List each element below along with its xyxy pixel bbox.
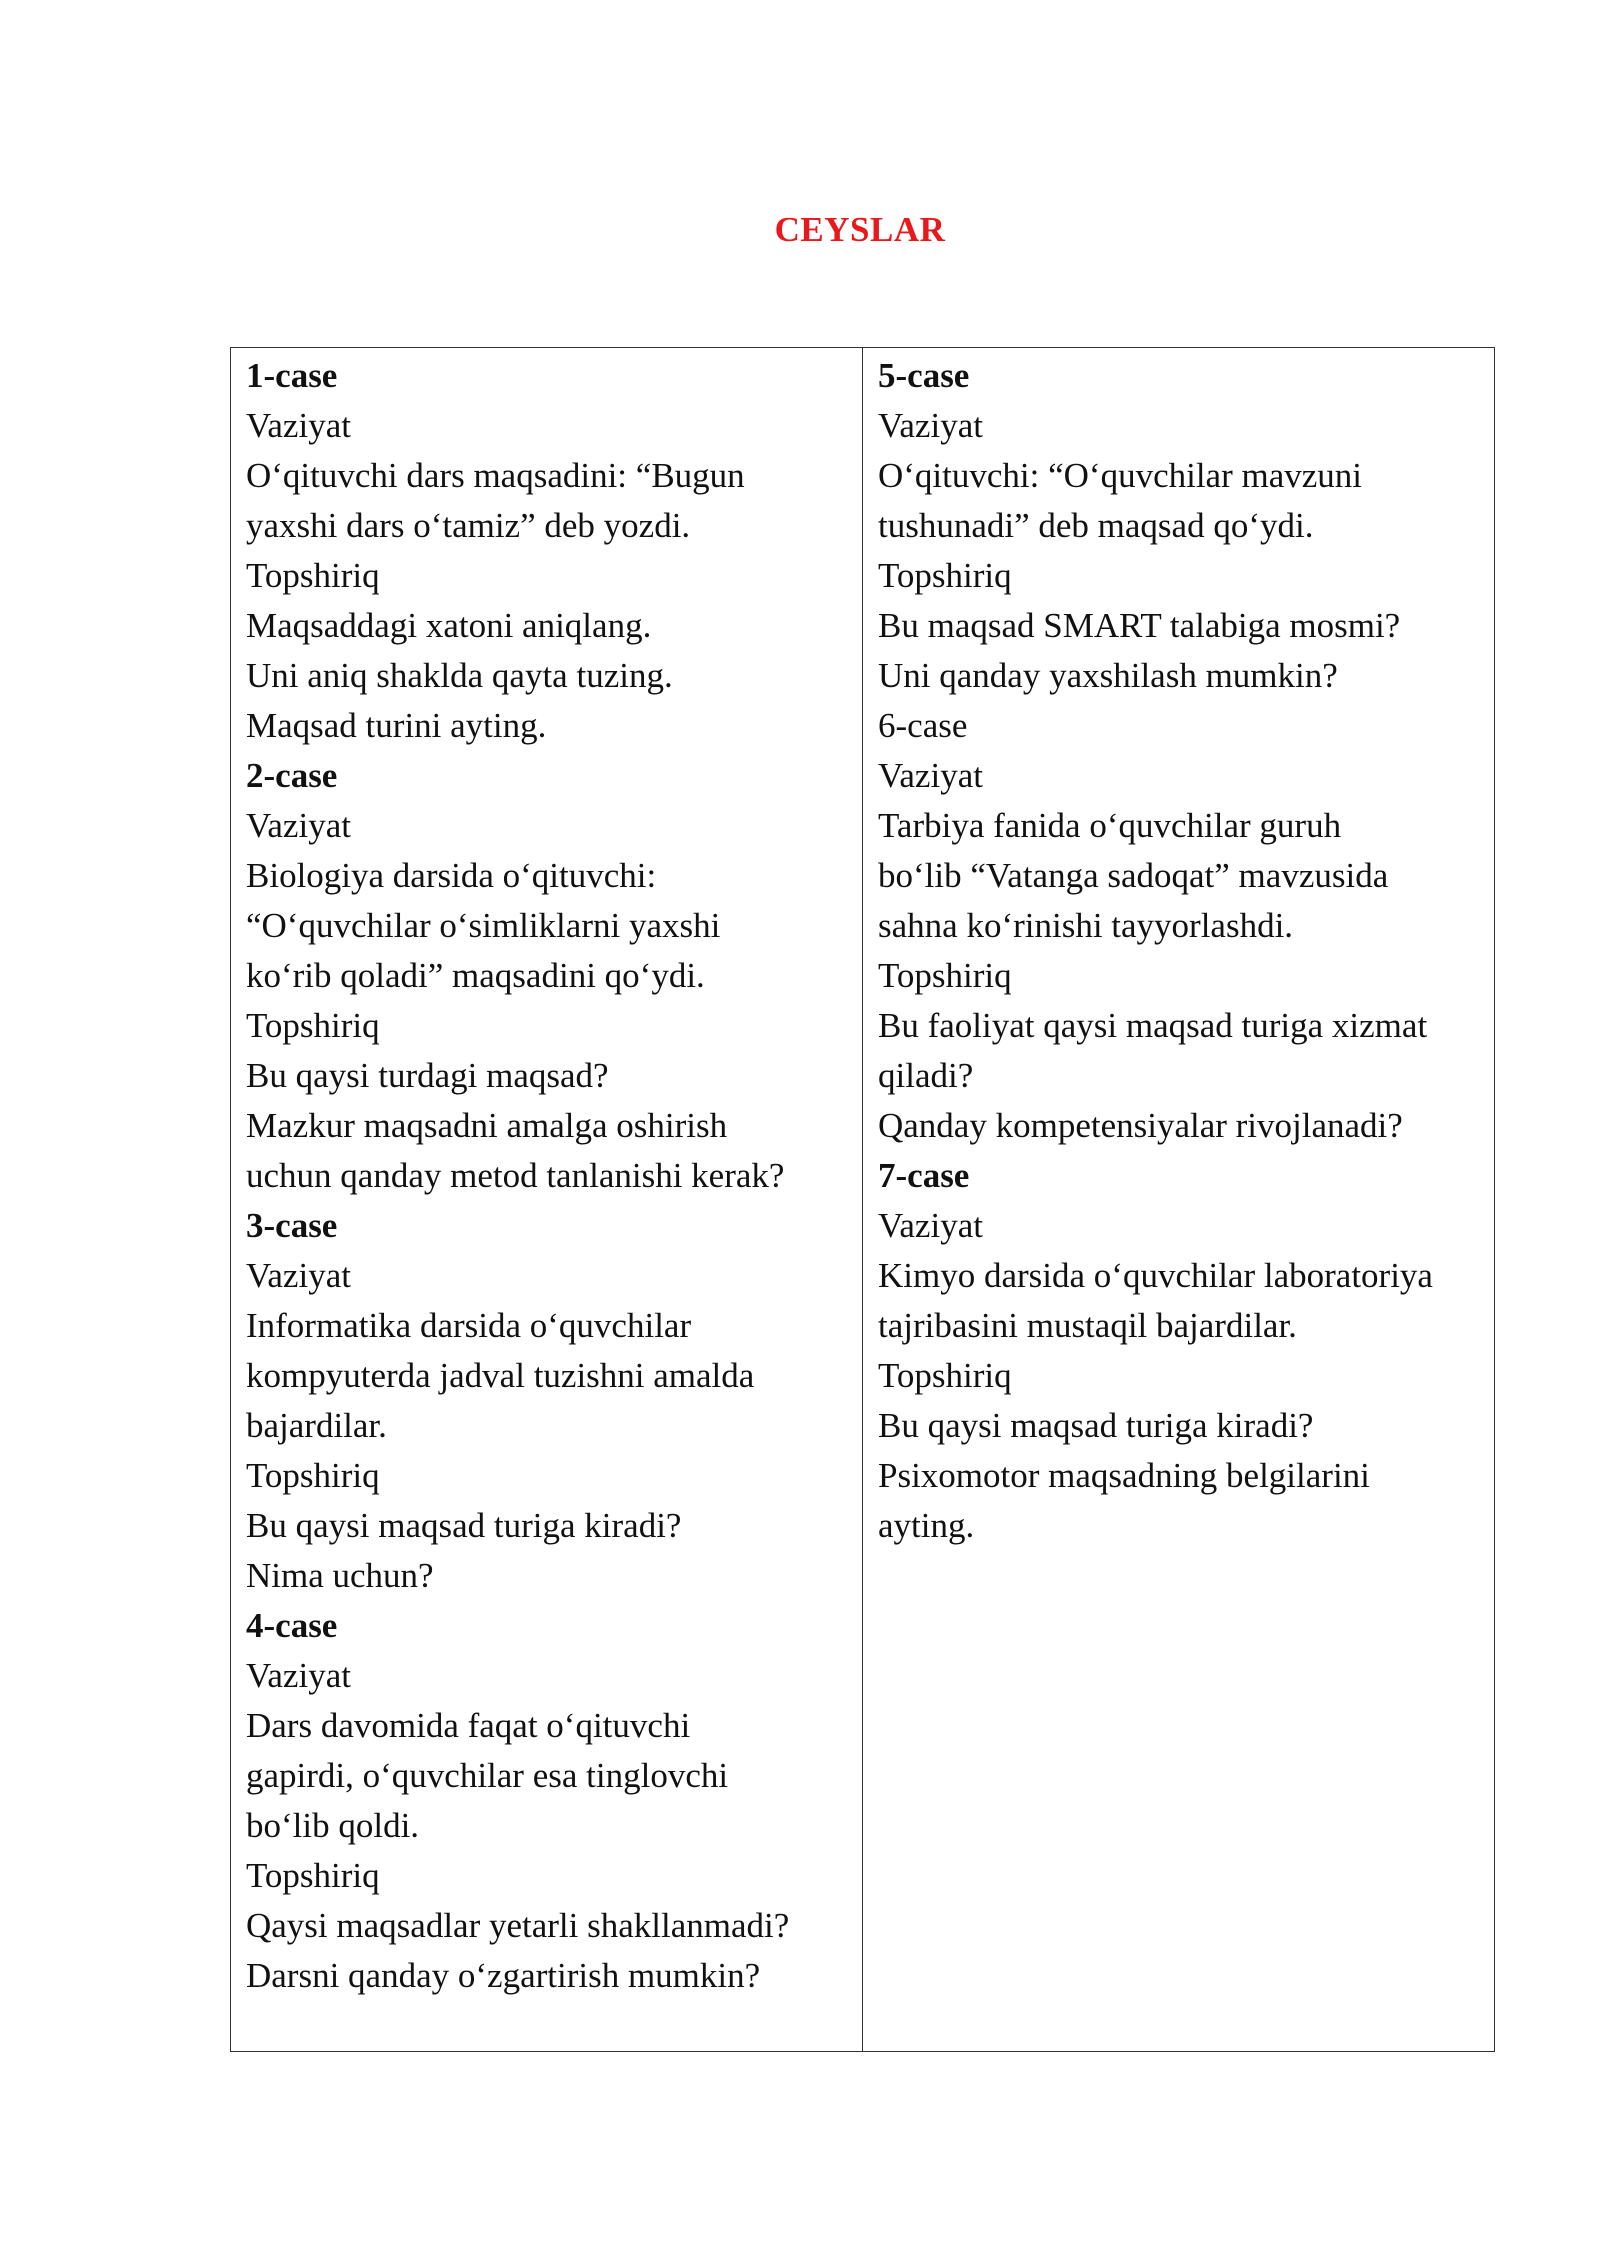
case-text-line: Topshiriq (246, 556, 380, 595)
case-text-line: ayting. (878, 1506, 975, 1545)
case-text-line: bo‘lib qoldi. (246, 1806, 420, 1845)
case-text-line: tushunadi” deb maqsad qo‘ydi. (878, 506, 1314, 545)
case-text-line: Topshiriq (246, 1006, 380, 1045)
case-text-line: Maqsaddagi xatoni aniqlang. (246, 606, 652, 645)
case-heading: 1-case (246, 356, 338, 395)
case-text-line: Qanday kompetensiyalar rivojlanadi? (878, 1106, 1403, 1145)
case-text-line: Vaziyat (246, 806, 351, 845)
case-text-line: Dars davomida faqat o‘qituvchi (246, 1706, 691, 1745)
case-text-line: Bu qaysi maqsad turiga kiradi? (246, 1506, 682, 1545)
case-text-line: Tarbiya fanida o‘quvchilar guruh (878, 806, 1342, 845)
case-text-line: Vaziyat (246, 406, 351, 445)
case-text-line: Uni aniq shaklda qayta tuzing. (246, 656, 673, 695)
case-text-line: Nima uchun? (246, 1556, 434, 1595)
case-text-line: uchun qanday metod tanlanishi kerak? (246, 1156, 785, 1195)
case-text-line: 6-case (878, 706, 968, 745)
case-text-line: ko‘rib qoladi” maqsadini qo‘ydi. (246, 956, 705, 995)
case-heading: 2-case (246, 756, 338, 795)
case-text-line: kompyuterda jadval tuzishni amalda (246, 1356, 755, 1395)
case-heading: 3-case (246, 1206, 338, 1245)
case-text-line: Biologiya darsida o‘qituvchi: (246, 856, 657, 895)
case-text-line: qiladi? (878, 1056, 974, 1095)
case-text-line: Vaziyat (246, 1256, 351, 1295)
case-text-line: Bu faoliyat qaysi maqsad turiga xizmat (878, 1006, 1428, 1045)
case-text-line: Vaziyat (878, 406, 983, 445)
case-text-line: yaxshi dars o‘tamiz” deb yozdi. (246, 506, 691, 545)
case-text-line: tajribasini mustaqil bajardilar. (878, 1306, 1297, 1345)
cases-column-left (231, 348, 863, 2051)
case-text-line: Vaziyat (878, 756, 983, 795)
case-text-line: Maqsad turini ayting. (246, 706, 547, 745)
case-text-line: Vaziyat (246, 1656, 351, 1695)
case-text-line: Darsni qanday o‘zgartirish mumkin? (246, 1956, 761, 1995)
case-heading: 7-case (878, 1156, 970, 1195)
case-heading: 4-case (246, 1606, 338, 1645)
case-text-line: Vaziyat (878, 1206, 983, 1245)
case-text-line: Topshiriq (246, 1456, 380, 1495)
case-text-line: bo‘lib “Vatanga sadoqat” mavzusida (878, 856, 1389, 895)
case-text-line: Kimyo darsida o‘quvchilar laboratoriya (878, 1256, 1433, 1295)
case-text-line: O‘qituvchi dars maqsadini: “Bugun (246, 456, 745, 495)
case-text-line: Bu qaysi turdagi maqsad? (246, 1056, 609, 1095)
case-text-line: Mazkur maqsadni amalga oshirish (246, 1106, 728, 1145)
case-text-line: Qaysi maqsadlar yetarli shakllanmadi? (246, 1906, 790, 1945)
case-heading: 5-case (878, 356, 970, 395)
case-text-line: O‘qituvchi: “O‘quvchilar mavzuni (878, 456, 1363, 495)
case-text-line: Bu qaysi maqsad turiga kiradi? (878, 1406, 1314, 1445)
case-text-line: Uni qanday yaxshilash mumkin? (878, 656, 1338, 695)
case-text-line: Bu maqsad SMART talabiga mosmi? (878, 606, 1401, 645)
case-text-line: gapirdi, o‘quvchilar esa tinglovchi (246, 1756, 729, 1795)
case-text-line: bajardilar. (246, 1406, 387, 1445)
case-text-line: Topshiriq (246, 1856, 380, 1895)
case-text-line: Topshiriq (878, 556, 1012, 595)
cases-table (230, 347, 1495, 2052)
cases-column-right (863, 348, 1494, 2051)
case-text-line: Psixomotor maqsadning belgilarini (878, 1456, 1370, 1495)
case-text-line: Informatika darsida o‘quvchilar (246, 1306, 692, 1345)
case-text-line: Topshiriq (878, 1356, 1012, 1395)
page-title: CEYSLAR (774, 210, 946, 249)
case-text-line: Topshiriq (878, 956, 1012, 995)
case-text-line: “O‘quvchilar o‘simliklarni yaxshi (246, 906, 721, 945)
case-text-line: sahna ko‘rinishi tayyorlashdi. (878, 906, 1294, 945)
